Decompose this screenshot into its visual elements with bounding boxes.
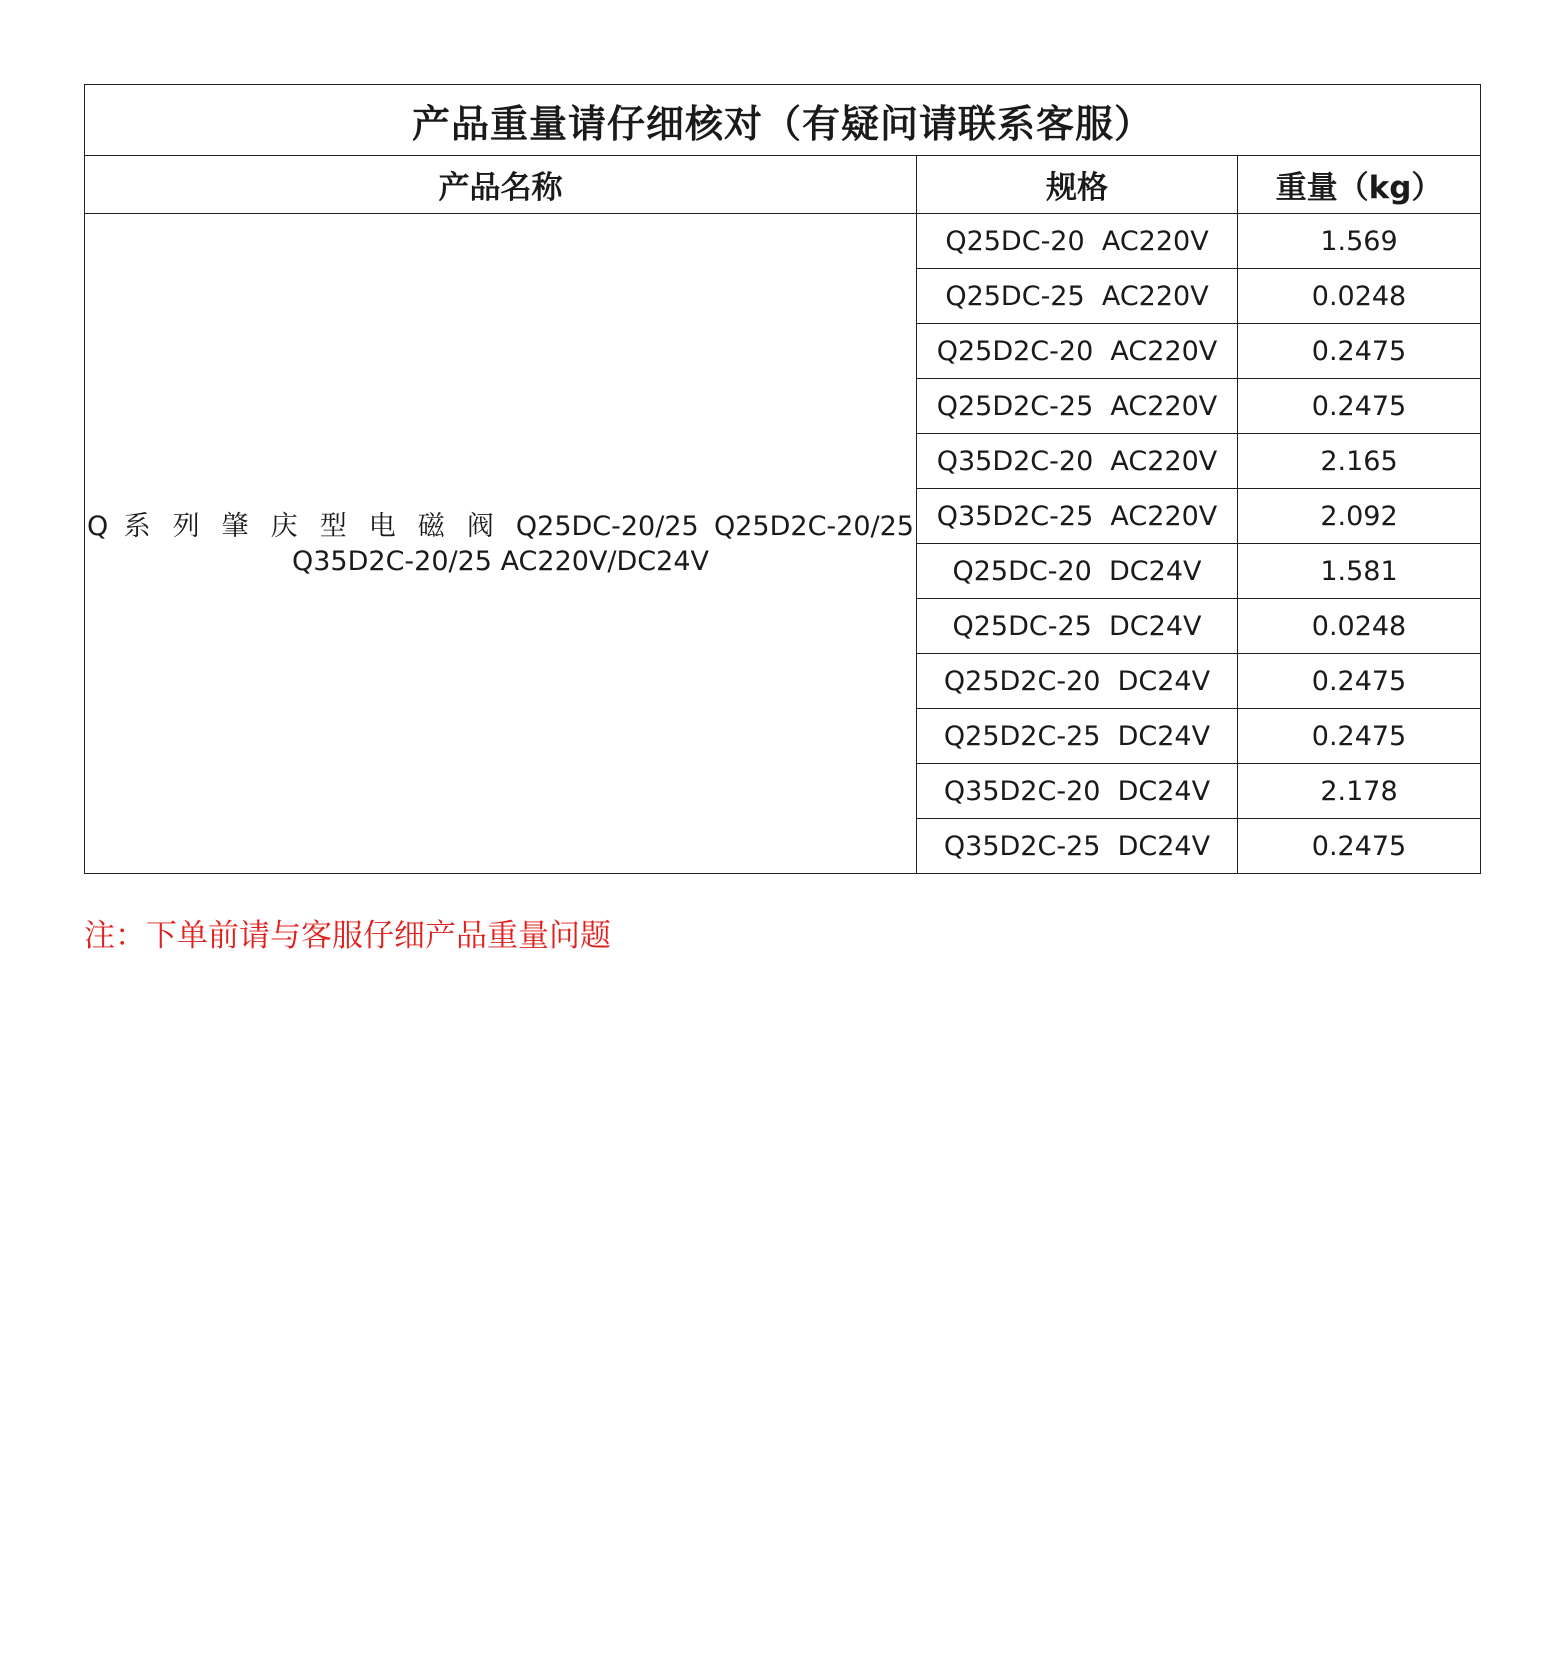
weight-cell: 0.0248: [1238, 599, 1481, 654]
spec-cell: Q25D2C-25 DC24V: [917, 709, 1238, 764]
weight-table: [84, 84, 1481, 874]
spec-cell: Q25DC-20 DC24V: [917, 544, 1238, 599]
spec-cell: Q25D2C-20 AC220V: [917, 324, 1238, 379]
weight-cell: 0.2475: [1238, 709, 1481, 764]
header-product-name: 产品名称: [85, 156, 917, 214]
header-weight: 重量（kg）: [1238, 156, 1481, 214]
header-row: [85, 156, 1481, 214]
spec-cell: Q35D2C-25 AC220V: [917, 489, 1238, 544]
weight-cell: 1.581: [1238, 544, 1481, 599]
spec-cell: Q25D2C-25 AC220V: [917, 379, 1238, 434]
spec-cell: Q25DC-25 AC220V: [917, 269, 1238, 324]
weight-cell: 2.092: [1238, 489, 1481, 544]
spec-cell: Q35D2C-20 AC220V: [917, 434, 1238, 489]
weight-cell: 2.165: [1238, 434, 1481, 489]
table-body: [85, 85, 1481, 874]
spec-cell: Q35D2C-25 DC24V: [917, 819, 1238, 874]
spec-cell: Q25DC-20 AC220V: [917, 214, 1238, 269]
spec-cell: Q25D2C-20 DC24V: [917, 654, 1238, 709]
product-name-line2: Q35D2C-20/25 AC220V/DC24V: [292, 545, 709, 577]
header-spec: 规格: [917, 156, 1238, 214]
spec-cell: Q25DC-25 DC24V: [917, 599, 1238, 654]
product-name-line1: Q 系 列 肇 庆 型 电 磁 阀 Q25DC-20/25 Q25D2C-20/25: [87, 510, 914, 542]
product-name-cell: [85, 214, 917, 874]
order-note: 注：下单前请与客服仔细产品重量问题: [84, 918, 611, 954]
weight-cell: 0.2475: [1238, 819, 1481, 874]
weight-cell: 0.2475: [1238, 654, 1481, 709]
weight-cell: 1.569: [1238, 214, 1481, 269]
title-row: [85, 85, 1481, 156]
weight-cell: 2.178: [1238, 764, 1481, 819]
table-row: [85, 214, 1481, 269]
weight-cell: 0.0248: [1238, 269, 1481, 324]
spec-cell: Q35D2C-20 DC24V: [917, 764, 1238, 819]
weight-cell: 0.2475: [1238, 379, 1481, 434]
weight-cell: 0.2475: [1238, 324, 1481, 379]
table-title: 产品重量请仔细核对（有疑问请联系客服）: [85, 85, 1481, 156]
